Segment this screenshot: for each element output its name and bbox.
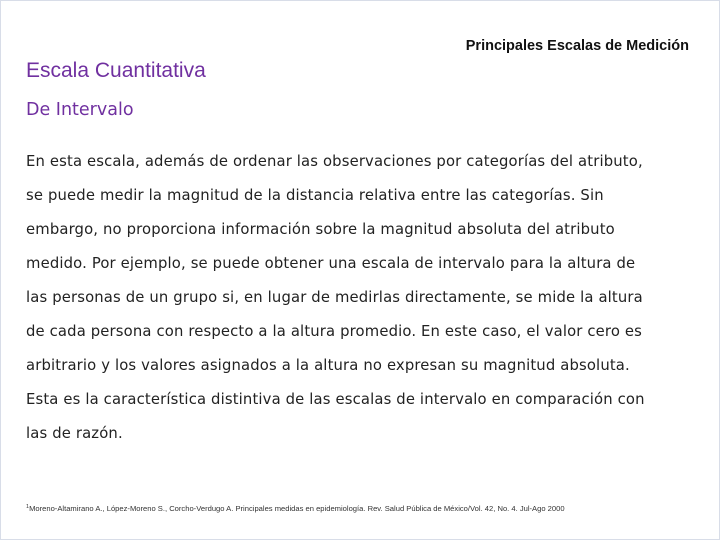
body-line: medido. Por ejemplo, se puede obtener una escala de intervalo para la altura de [26,255,636,272]
footnote [26,504,565,513]
body-paragraph [26,145,698,451]
subtitle: De Intervalo [26,100,134,120]
body-line: de cada persona con respecto a la altura promedio. En este caso, el valor cero es [26,323,643,340]
header-title: Principales Escalas de Medición [465,38,689,54]
body-line: se puede medir la magnitud de la distancia relativa entre las categorías. Sin [26,187,604,204]
main-title: Escala Cuantitativa [26,59,206,82]
body-line: embargo, no proporciona información sobre la magnitud absoluta del atributo [26,221,615,238]
footnote-marker: 1 [26,504,30,510]
body-line: arbitrario y los valores asignados a la altura no expresan su magnitud absoluta. [26,357,630,374]
body-line: las personas de un grupo si, en lugar de medirlas directamente, se mide la altura [26,289,643,306]
body-line: Esta es la característica distintiva de las escalas de intervalo en comparación con [26,391,645,408]
footnote-text: Moreno-Altamirano A., López-Moreno S., Corcho-Verdugo A. Principales medidas en epidemiología. Rev. Salud Pública de México/Vol. 42, No. 4. Jul-Ago 2000 [29,504,565,513]
body-line: las de razón. [26,425,123,442]
body-line: En esta escala, además de ordenar las observaciones por categorías del atributo, [26,153,643,170]
